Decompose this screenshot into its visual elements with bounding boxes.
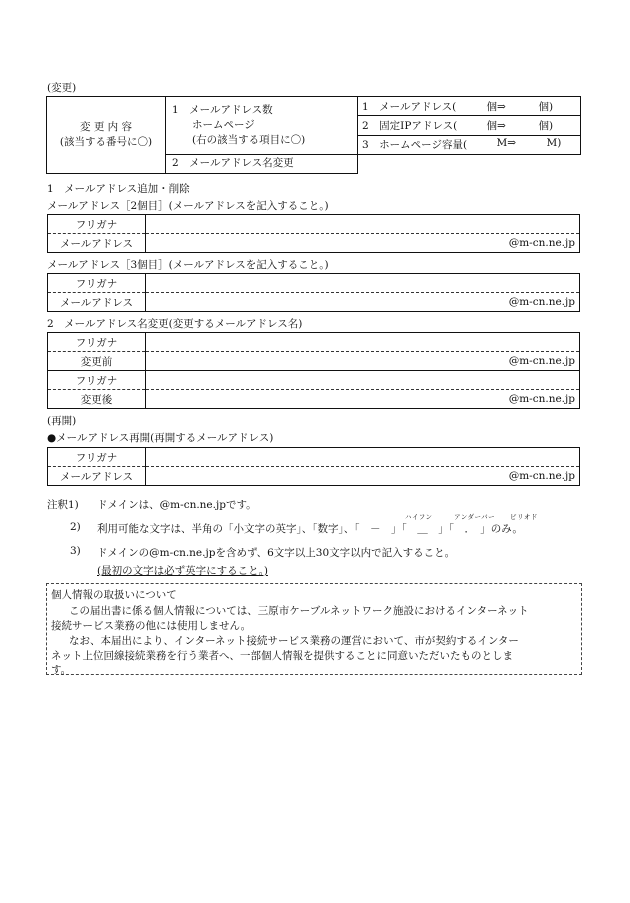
reopen-table (47, 447, 580, 486)
mail3-table (47, 273, 580, 312)
privacy-p2b: ネット上位回線接続業務を行う業者へ、一部個人情報を提供することに同意いただいたものとしま (51, 650, 513, 662)
note2-text: 利用可能な文字は、半角の「小文字の英字」、「数字」、「 － 」「 ＿ 」「 ． 」のみ。 (97, 523, 523, 535)
note3-prefix: 3) (70, 545, 81, 557)
domain-suffix: @m-cn.ne.jp (508, 393, 575, 405)
after-mail-input[interactable] (146, 390, 580, 409)
after-label: 変更後 (48, 390, 146, 409)
privacy-p1b: 接続サービス業務の他には使用しません。 (51, 620, 252, 632)
mail3-furigana-input[interactable] (146, 274, 580, 293)
row-mail-from: 個⇒ (486, 100, 506, 113)
note3-emphasis: (最初の文字は必ず英字にすること。) (97, 565, 268, 577)
ruby-hyphen: ハイフン (405, 513, 433, 521)
change-table (46, 96, 581, 174)
domain-suffix: @m-cn.ne.jp (508, 470, 575, 482)
reopen-heading: (再開) (47, 415, 77, 427)
mail3-mail-label: メールアドレス (48, 293, 146, 312)
change-content-label: 変 更 内 容 (79, 121, 132, 133)
row-hp-label: 3 ホームページ容量( (362, 139, 468, 152)
change-type-cell[interactable] (166, 97, 358, 155)
reopen-furigana-input[interactable] (146, 448, 580, 467)
before-mail-input[interactable] (146, 352, 580, 371)
row-mail-label: 1 メールアドレス( (362, 100, 457, 113)
option-rename[interactable]: 2 メールアドレス名変更 (166, 154, 358, 173)
option-hint: (右の該当する項目に〇) (192, 133, 306, 146)
reopen-furigana-label: フリガナ (48, 448, 146, 467)
note1-text: ドメインは、@m-cn.ne.jpです。 (97, 499, 257, 511)
row-ip-label: 2 固定IPアドレス( (362, 119, 458, 132)
mail2-mail-input[interactable] (146, 234, 580, 253)
rename-table (47, 332, 580, 409)
note3-text: ドメインの@m-cn.ne.jpを含めず、6文字以上30文字以内で記入すること。 (97, 547, 456, 559)
note2-prefix: 2) (70, 521, 81, 533)
mail3-furigana-label: フリガナ (48, 274, 146, 293)
row-mail-count[interactable] (358, 97, 581, 116)
mail2-table (47, 214, 580, 253)
row-hp-to: M) (546, 137, 562, 150)
ruby-period: ピリオド (510, 513, 538, 521)
mail3-mail-input[interactable] (146, 293, 580, 312)
privacy-p2c: す。 (51, 664, 72, 676)
domain-suffix: @m-cn.ne.jp (508, 296, 575, 308)
option-homepage: ホームページ (192, 118, 255, 131)
row-hp-from: M⇒ (496, 137, 517, 150)
change-heading: (変更) (47, 82, 77, 94)
domain-suffix: @m-cn.ne.jp (508, 355, 575, 367)
section1-sub2: メールアドレス［2個目］(メールアドレスを記入すること。) (47, 200, 329, 212)
row-ip-to: 個) (538, 119, 554, 132)
change-content-hint: (該当する番号に〇) (59, 136, 153, 148)
after-furigana-label: フリガナ (48, 371, 146, 390)
mail2-furigana-label: フリガナ (48, 215, 146, 234)
privacy-p2a: なお、本届出により、インターネット接続サービス業務の運営において、市が契約するインター (69, 635, 519, 647)
row-fixed-ip[interactable] (358, 116, 581, 135)
change-content-cell (47, 97, 166, 174)
mail2-furigana-input[interactable] (146, 215, 580, 234)
privacy-title: 個人情報の取扱いについて (51, 589, 177, 601)
section1-heading: 1 メールアドレス追加・削除 (47, 183, 190, 195)
section2-heading: 2 メールアドレス名変更(変更するメールアドレス名) (47, 318, 303, 330)
row-ip-from: 個⇒ (486, 119, 506, 132)
before-label: 変更前 (48, 352, 146, 371)
reopen-mail-label: メールアドレス (48, 467, 146, 486)
privacy-box (46, 583, 582, 675)
before-furigana-label: フリガナ (48, 333, 146, 352)
privacy-p1a: この届出書に係る個人情報については、三原市ケーブルネットワーク施設におけるインターネット (69, 605, 529, 617)
before-furigana-input[interactable] (146, 333, 580, 352)
mail2-mail-label: メールアドレス (48, 234, 146, 253)
reopen-mail-input[interactable] (146, 467, 580, 486)
section1-sub3: メールアドレス［3個目］(メールアドレスを記入すること。) (47, 259, 329, 271)
row-homepage-capacity[interactable] (358, 135, 581, 154)
reopen-sub: ●メールアドレス再開(再開するメールアドレス) (47, 432, 274, 444)
option-mail-count: 1 メールアドレス数 (172, 103, 273, 116)
after-furigana-input[interactable] (146, 371, 580, 390)
ruby-underbar: アンダーバー (454, 513, 496, 521)
note1-prefix: 注釈1) (47, 499, 79, 511)
row-mail-to: 個) (538, 100, 554, 113)
domain-suffix: @m-cn.ne.jp (508, 237, 575, 249)
